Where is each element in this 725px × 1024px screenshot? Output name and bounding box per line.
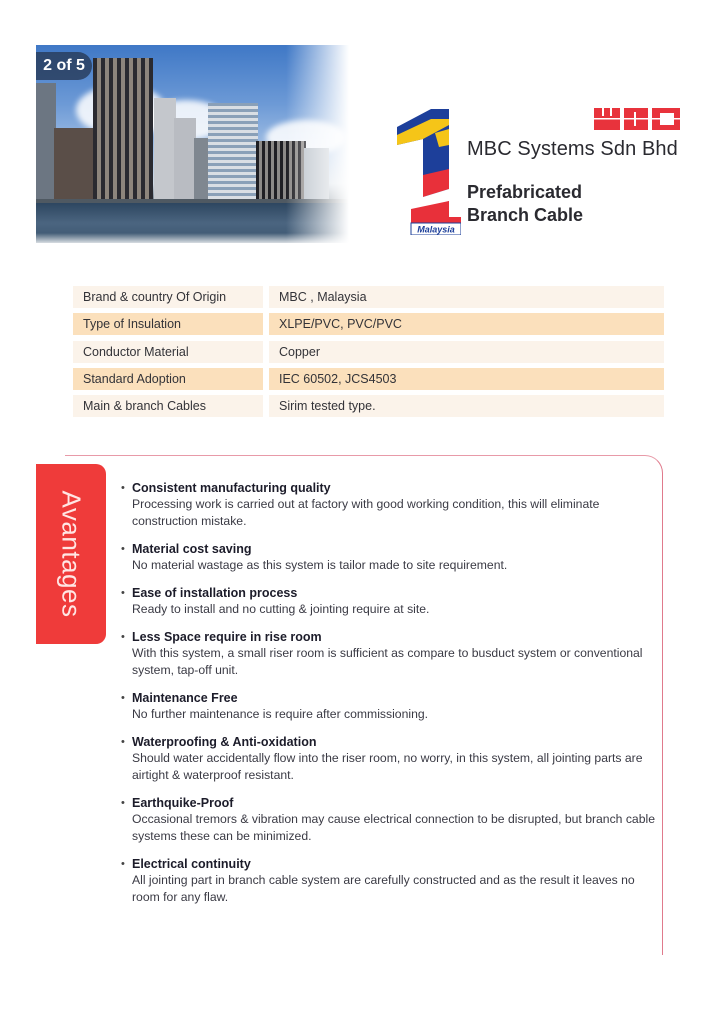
spec-row (73, 286, 664, 308)
spec-row (73, 395, 664, 417)
product-title (467, 181, 583, 227)
advantage-desc: Ready to install and no cutting & jointing require at site. (132, 602, 430, 617)
company-name: MBC Systems Sdn Bhd (467, 138, 678, 160)
spec-value: Sirim tested type. (269, 395, 664, 417)
advantage-title: • Maintenance Free (120, 690, 655, 706)
advantage-title: • Consistent manufacturing quality (120, 480, 655, 496)
building (54, 128, 94, 203)
advantage-title: • Electrical continuity (120, 856, 655, 872)
building (174, 118, 196, 203)
advantage-title: • Ease of installation process (120, 585, 655, 601)
spec-value: Copper (269, 341, 664, 363)
advantage-desc: Should water accidentally flow into the riser room, no worry, in this system, all jointing parts are airtight & waterproof resistant. (132, 751, 643, 782)
advantage-desc: All jointing part in branch cable system are carefully constructed and as the result it leaves no room for any flaw. (132, 873, 635, 904)
product-title-line2: Branch Cable (467, 205, 584, 225)
advantage-desc: No further maintenance is require after commissioning. (132, 707, 429, 722)
spec-label: Standard Adoption (73, 368, 263, 390)
list-item (120, 480, 655, 529)
svg-text:Malaysia: Malaysia (417, 224, 455, 235)
page-indicator: 2 of 5 (36, 52, 92, 80)
list-item (120, 585, 655, 618)
spec-label: Main & branch Cables (73, 395, 263, 417)
spec-value: XLPE/PVC, PVC/PVC (269, 313, 664, 335)
spec-table (73, 286, 664, 422)
advantages-label: Avantages (56, 490, 87, 618)
list-item (120, 541, 655, 574)
list-item (120, 734, 655, 783)
spec-value: MBC , Malaysia (269, 286, 664, 308)
spec-label: Conductor Material (73, 341, 263, 363)
spec-label: Type of Insulation (73, 313, 263, 335)
image-fade-bottom (36, 233, 356, 243)
building (36, 83, 56, 203)
list-item (120, 856, 655, 905)
list-item (120, 690, 655, 723)
advantage-title: • Waterproofing & Anti-oxidation (120, 734, 655, 750)
advantage-title: • Earthquike-Proof (120, 795, 655, 811)
advantage-title: • Less Space require in rise room (120, 629, 655, 645)
list-item (120, 629, 655, 678)
advantages-list (120, 480, 655, 917)
advantage-desc: Processing work is carried out at factory with good working condition, this will eliminate construction mistake. (132, 497, 600, 528)
product-title-line1: Prefabricated (467, 182, 583, 202)
building (154, 98, 176, 203)
image-fade (286, 45, 356, 243)
list-item (120, 795, 655, 844)
advantage-desc: With this system, a small riser room is sufficient as compare to busduct system or conventional system, tap-off unit. (132, 646, 643, 677)
spec-row (73, 313, 664, 335)
spec-row (73, 341, 664, 363)
advantages-side-tab (36, 464, 106, 644)
building (93, 58, 153, 203)
spec-value: IEC 60502, JCS4503 (269, 368, 664, 390)
advantage-desc: Occasional tremors & vibration may cause electrical connection to be disrupted, but branch cable systems these can be minimized. (132, 812, 655, 843)
spec-row (73, 368, 664, 390)
advantage-title: • Material cost saving (120, 541, 655, 557)
advantage-desc: No material wastage as this system is tailor made to site requirement. (132, 557, 508, 572)
mbc-brand-logo (594, 108, 680, 130)
spec-label: Brand & country Of Origin (73, 286, 263, 308)
malaysia-one-logo (393, 105, 461, 235)
building (208, 103, 258, 203)
